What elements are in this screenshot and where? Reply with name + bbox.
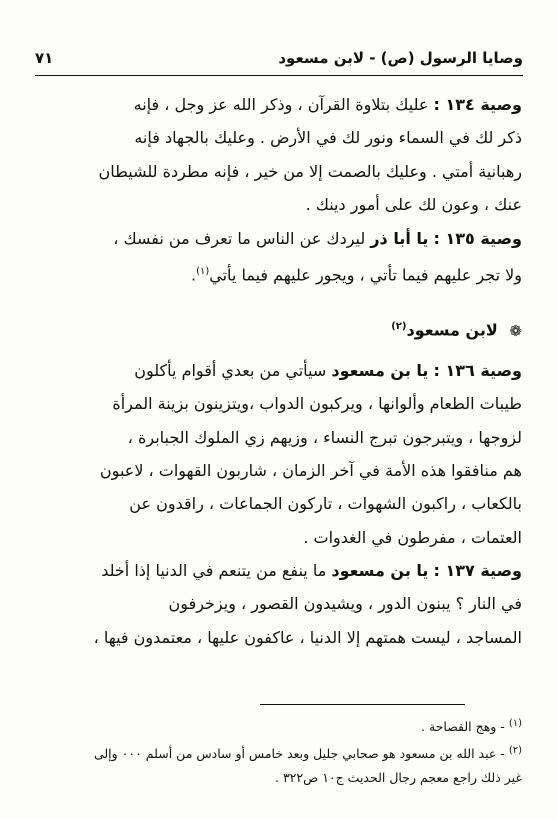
text-line: عنك ، وعون لك على أمور دينك .: [305, 195, 522, 215]
page-body: [30, 88, 522, 654]
addressee: يا بن مسعود: [331, 360, 429, 380]
footnote-divider: [260, 704, 465, 705]
footnote-number: (١): [508, 718, 522, 729]
footnotes: [30, 710, 522, 791]
text-fragment: ولا تجر عليهم فيما تأتي ، ويجور عليهم فيما يأتي: [209, 265, 522, 285]
text-fragment: عليك بتلاوة القرآن ، وذكر الله عز وجل ، فإنه: [133, 95, 429, 114]
footnote-text: - وهج الفصاحة .: [421, 719, 505, 735]
addressee: يا أبا ذر: [370, 228, 429, 248]
wasiya-134: [30, 88, 522, 222]
page-number: ٧١: [35, 49, 54, 67]
text-line: ذكر لك في السماء ونور لك في الأرض . وعليك بالجهاد فإنه: [134, 128, 522, 148]
text-line: لزوجها ، ويتبرجون تبرج النساء ، وزيهم زي الملوك الجبابرة ،: [127, 427, 522, 447]
text-line: [30, 354, 522, 387]
text-line: المساجد ، ليست همتهم إلا الدنيا ، عاكفون عليها ، معتمدون فيها ،: [93, 627, 522, 647]
text-line: في النار ؟ يبنون الدور ، ويشيدون القصور ، ويزخرفون: [168, 594, 522, 614]
text-line: [30, 255, 522, 288]
flower-icon: ❁: [509, 321, 522, 340]
text-line: هم منافقوا هذه الأمة في آخر الزمان ، شاربون القهوات ، لاعبون: [99, 460, 522, 480]
section-heading: [30, 310, 522, 343]
footnote-2-continued: غير ذلك راجع معجم رجال الحديث ج١٠ ص٣٢٢ .: [275, 770, 522, 785]
text-line: بالكعاب ، راكبون الشهوات ، تاركون الجماعات ، راقدون عن: [129, 494, 522, 514]
text-line: [30, 222, 522, 255]
wasiya-label: وصية ١٣٧ :: [433, 561, 522, 581]
text-line: [30, 554, 522, 587]
addressee: يا بن مسعود: [331, 561, 429, 581]
text-fragment: سيأتي من بعدي أقوام يأكلون: [134, 360, 327, 380]
footnote-text: - عبد الله بن مسعود هو صحابي جليل وبعد خامس أو سادس من أسلم ٠٠٠ وإلى: [93, 746, 505, 762]
footnote-1: [30, 710, 522, 737]
text-fragment: .: [190, 265, 197, 285]
wasiya-136: [30, 354, 522, 554]
wasiya-label: وصية ١٣٦ :: [433, 360, 522, 380]
running-header: [35, 49, 523, 73]
running-title: وصايا الرسول (ص) - لابن مسعود: [278, 49, 523, 67]
footnote-ref: (٢): [391, 321, 407, 333]
section-title: لابن مسعود: [406, 320, 498, 340]
wasiya-135: [30, 222, 522, 289]
header-divider: [35, 75, 523, 76]
text-line: طيبات الطعام وألوانها ، ويركبون الدواب ،ويتزينون بزينة المرأة: [112, 394, 522, 414]
footnote-2: [30, 737, 522, 764]
text-line: [30, 88, 522, 121]
text-line: العتمات ، مفرطون في الغدوات .: [303, 527, 522, 547]
footnote-ref: (١): [196, 265, 210, 277]
wasiya-label: وصية ١٣٥ :: [433, 228, 522, 248]
text-line: رهبانية أمتي . وعليك بالصمت إلا من خير ، فإنه مطردة للشيطان: [98, 161, 522, 181]
wasiya-137: [30, 554, 522, 654]
text-fragment: ليردك عن الناس ما تعرف من نفسك ،: [113, 228, 366, 248]
footnote-number: (٢): [508, 745, 522, 756]
wasiya-label: وصية ١٣٤ :: [433, 95, 522, 114]
text-fragment: ما ينفع من يتنعم في الدنيا إذا أخلد: [101, 561, 327, 581]
